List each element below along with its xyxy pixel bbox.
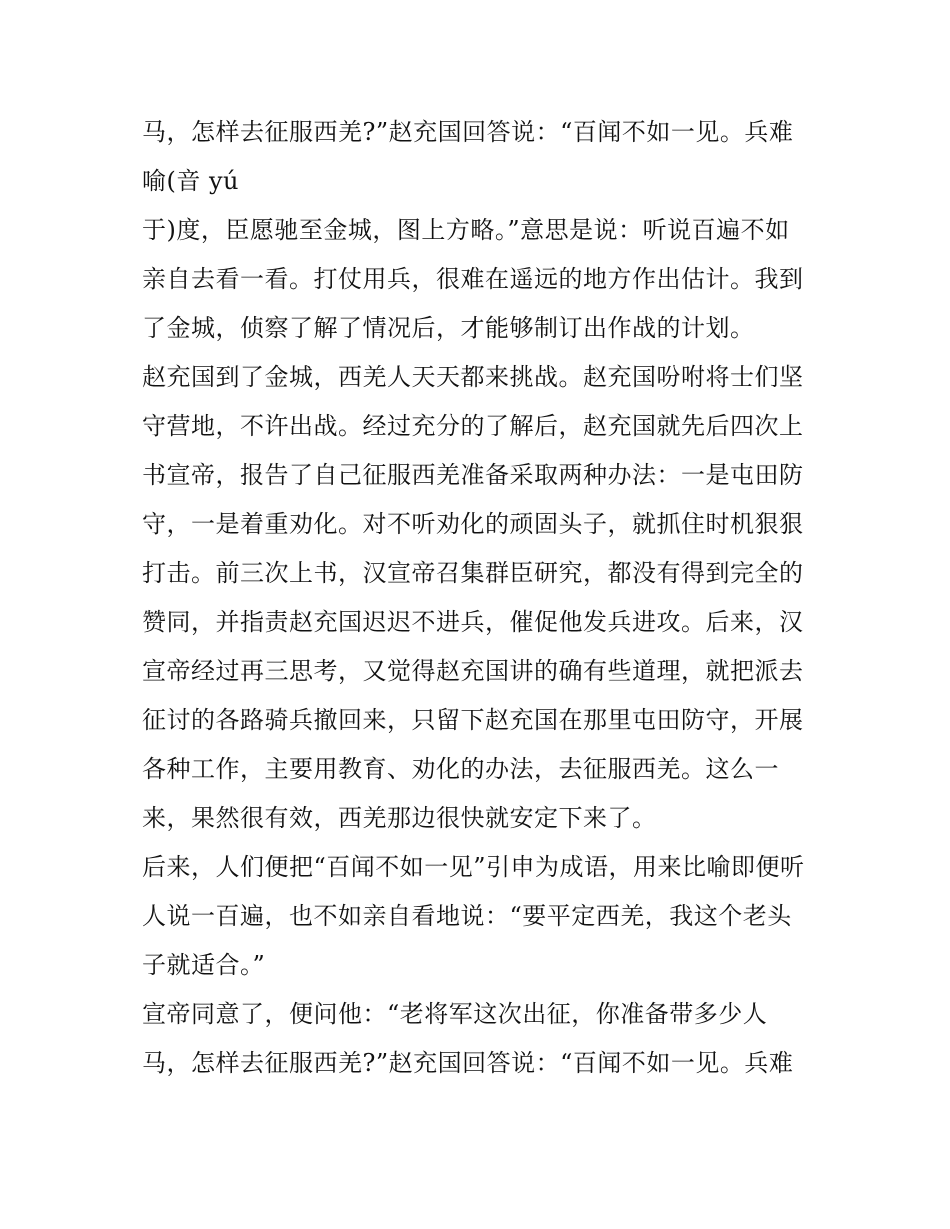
text-line: 书宣帝，报告了自己征服西羌准备采取两种办法：一是屯田防 [142,461,804,489]
text-line: 赵充国到了金城，西羌人天天都来挑战。赵充国吩咐将士们坚 [142,363,804,391]
text-line: 马，怎样去征服西羌?”赵充国回答说：“百闻不如一见。兵难 [142,118,794,146]
text-line: 亲自去看一看。打仗用兵，很难在遥远的地方作出估计。我到 [142,265,804,293]
text-line: 宣帝经过再三思考，又觉得赵充国讲的确有些道理，就把派去 [142,657,804,685]
body-text [142,108,822,1088]
text-line: 来，果然很有效，西羌那边很快就安定下来了。 [142,804,657,832]
text-line: 后来，人们便把“百闻不如一见”引申为成语，用来比喻即便听 [142,853,805,881]
text-line: 守，一是着重劝化。对不听劝化的顽固头子，就抓住时机狠狠 [142,510,804,538]
text-line: 子就适合。” [142,951,266,979]
text-line: 赞同，并指责赵充国迟迟不进兵，催促他发兵进攻。后来，汉 [142,608,804,636]
text-line: 宣帝同意了，便问他：“老将军这次出征，你准备带多少人 [142,1000,768,1028]
text-line: 马，怎样去征服西羌?”赵充国回答说：“百闻不如一见。兵难 [142,1049,794,1077]
text-line: 于)度，臣愿驰至金城，图上方略。”意思是说：听说百遍不如 [142,216,790,244]
text-line: 了金城，侦察了解了情况后，才能够制订出作战的计划。 [142,314,755,342]
text-line: 喻(音 yú [142,167,240,195]
text-line: 守营地，不许出战。经过充分的了解后，赵充国就先后四次上 [142,412,804,440]
text-line: 打击。前三次上书，汉宣帝召集群臣研究，都没有得到完全的 [142,559,804,587]
text-line: 人说一百遍，也不如亲自看地说：“要平定西羌，我这个老头 [142,902,792,930]
text-line: 征讨的各路骑兵撤回来，只留下赵充国在那里屯田防守，开展 [142,706,804,734]
text-line: 各种工作，主要用教育、劝化的办法，去征服西羌。这么一 [142,755,779,783]
